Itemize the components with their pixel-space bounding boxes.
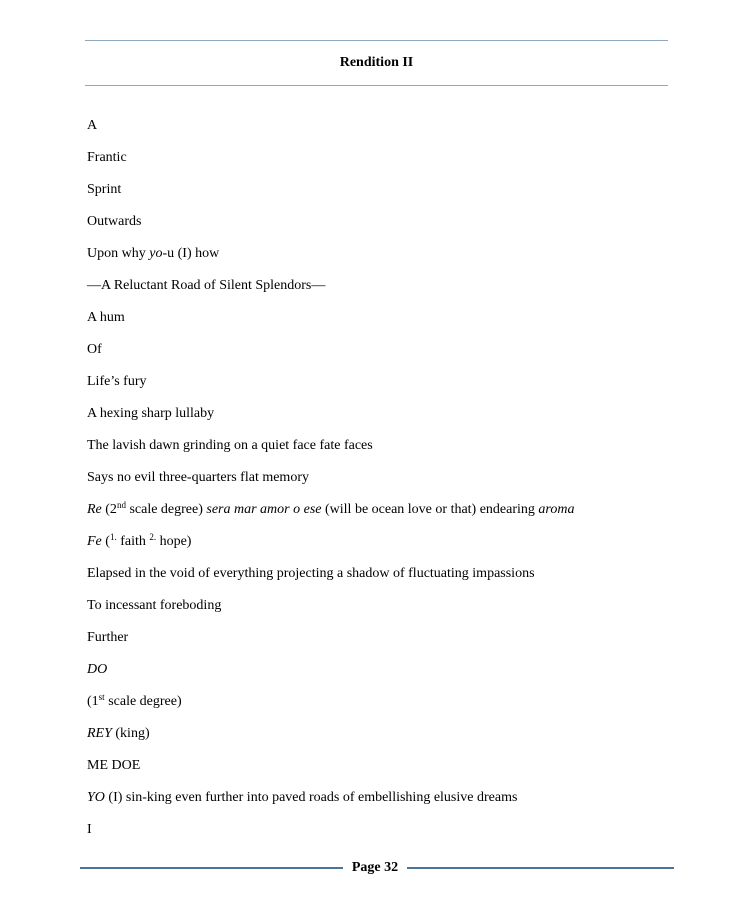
page-title: Rendition II xyxy=(339,55,414,70)
text-span: (1 xyxy=(87,694,99,709)
poem-line: Sprint xyxy=(87,182,122,197)
poem-line: Outwards xyxy=(87,214,142,229)
poem-line: —A Reluctant Road of Silent Splendors— xyxy=(87,278,326,293)
poem-line: Further xyxy=(87,630,129,645)
footer-rule-right xyxy=(407,867,674,869)
italic-text: REY xyxy=(87,726,112,741)
italic-text: Re xyxy=(87,502,102,517)
poem-line xyxy=(87,501,727,533)
poem-line: Frantic xyxy=(87,150,127,165)
poem-line xyxy=(87,693,727,725)
page-footer xyxy=(80,858,674,878)
poem-line: The lavish dawn grinding on a quiet face fate faces xyxy=(87,438,373,453)
page-header xyxy=(85,40,668,86)
poem-line: ME DOE xyxy=(87,758,141,773)
poem-line: DO xyxy=(87,662,108,677)
poem-line: To incessant foreboding xyxy=(87,598,222,613)
italic-text: yo xyxy=(149,246,163,261)
poem-line: I xyxy=(87,822,92,837)
poem-line: Of xyxy=(87,342,102,357)
italic-text: sera mar amor o ese xyxy=(206,502,322,517)
text-span: (2 xyxy=(101,502,117,517)
text-span: hope) xyxy=(156,534,192,549)
poem-line xyxy=(87,789,727,821)
superscript: 2. xyxy=(149,532,157,542)
poem-line xyxy=(87,533,727,565)
footer-rule-left xyxy=(80,867,343,869)
text-span: Upon why xyxy=(87,246,150,261)
italic-text: aroma xyxy=(538,502,575,517)
text-span: (king) xyxy=(111,726,150,741)
poem-line: Elapsed in the void of everything projecting a shadow of fluctuating impassions xyxy=(87,566,535,581)
superscript: nd xyxy=(116,500,126,510)
text-span: faith xyxy=(116,534,150,549)
text-span: scale degree) xyxy=(104,694,182,709)
text-span: ( xyxy=(101,534,110,549)
superscript: 1. xyxy=(109,532,117,542)
text-span: -u (I) how xyxy=(162,246,220,261)
poem-line: Says no evil three-quarters flat memory xyxy=(87,470,309,485)
text-span: (I) sin-king even further into paved roads of embellishing elusive dreams xyxy=(104,790,518,805)
poem-line: A hum xyxy=(87,310,125,325)
text-span: (will be ocean love or that) endearing xyxy=(321,502,539,517)
poem-line: Life’s fury xyxy=(87,374,147,389)
poem-line xyxy=(87,245,727,277)
italic-text: YO xyxy=(87,790,105,805)
poem-body xyxy=(87,117,727,853)
poem-line: A xyxy=(87,118,98,133)
text-span: scale degree) xyxy=(125,502,207,517)
italic-text: Fe xyxy=(87,534,102,549)
poem-line: A hexing sharp lullaby xyxy=(87,406,215,421)
poem-line xyxy=(87,725,727,757)
superscript: st xyxy=(98,692,105,702)
page-number: Page 32 xyxy=(351,860,399,875)
